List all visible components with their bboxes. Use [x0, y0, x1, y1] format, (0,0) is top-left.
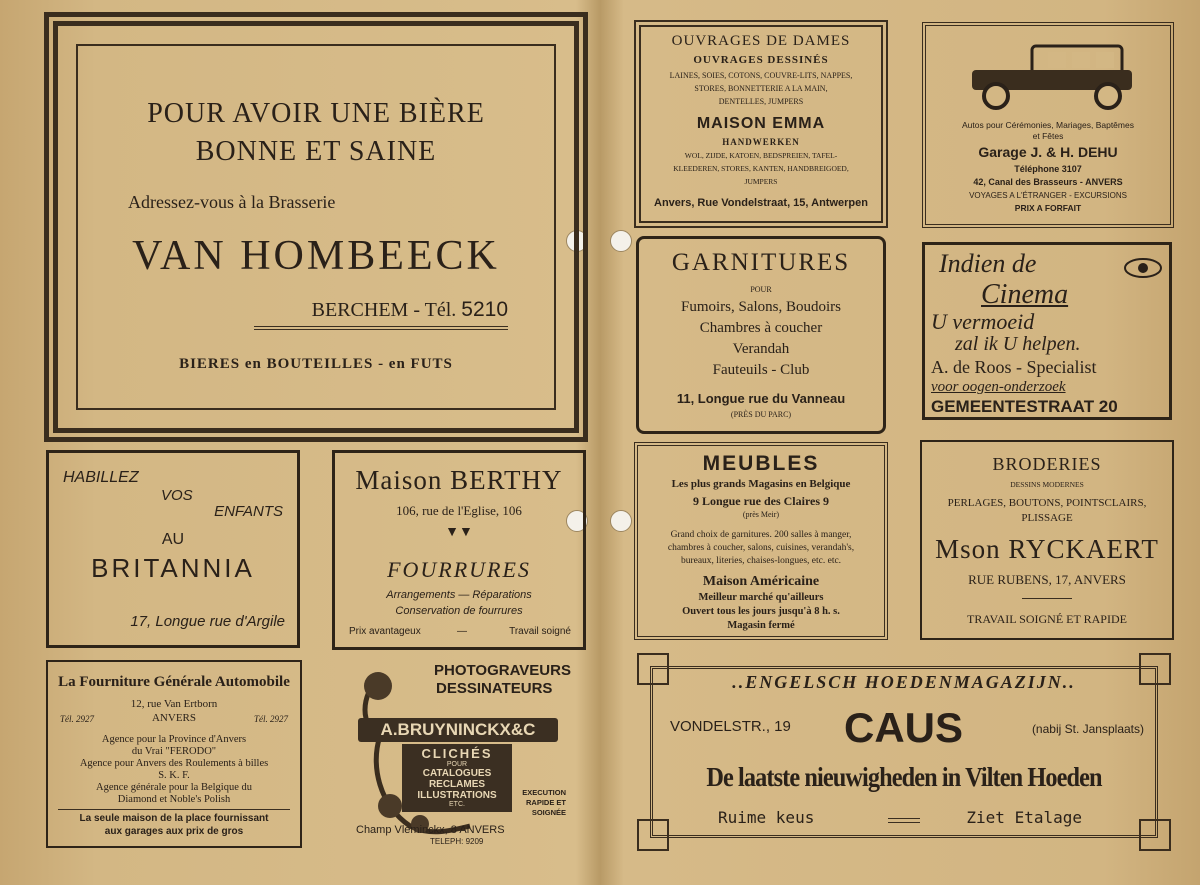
divider	[254, 329, 508, 330]
headline-line1: POUR AVOIR UNE BIÈRE	[147, 98, 485, 129]
headline: ..ENGELSCH HOEDENMAGAZIJN..	[732, 672, 1076, 692]
headline-line1: Indien de	[939, 249, 1037, 278]
service-line1: CLICHÉS	[421, 746, 493, 761]
service-block	[402, 744, 512, 812]
footer-right: Travail soigné	[509, 626, 571, 637]
ad-berthy	[332, 450, 586, 650]
binder-hole	[610, 510, 632, 532]
ad-garage-dehu	[922, 22, 1174, 228]
agency-line5: Agence générale pour la Belgique du	[96, 782, 252, 793]
ad-broderies	[920, 440, 1174, 640]
dutch-headline: HANDWERKEN	[722, 137, 800, 147]
headline-line2: BONNE ET SAINE	[195, 136, 437, 167]
item-line1: PERLAGES, BOUTONS, POINTSCLAIRS,	[947, 497, 1147, 509]
phone-left: Tél. 2927	[60, 714, 95, 724]
ad-britannia	[46, 450, 300, 648]
footer-dash: —	[457, 626, 467, 637]
shop-address: 9 Longue rue des Claires 9	[692, 494, 830, 508]
shop-address: RUE RUBENS, 17, ANVERS	[968, 572, 1126, 587]
execution-line1: EXECUTION	[522, 788, 566, 797]
shop-address: 42, Canal des Brasseurs - ANVERS	[973, 177, 1123, 187]
headline: BRODERIES	[992, 454, 1102, 474]
footer-line2: Ouvert tous les jours jusqu'à 8 h. s.	[682, 606, 840, 617]
footer-line1: Meilleur marché qu'ailleurs	[698, 592, 824, 603]
ad-bruyninckx	[350, 656, 572, 852]
binder-hole	[610, 230, 632, 252]
ad-caus	[634, 650, 1174, 854]
shop-address: 106, rue de l'Eglise, 106	[396, 503, 522, 518]
desc-line1: LAINES, SOIES, COTONS, COUVRE-LITS, NAPPES,	[669, 71, 853, 80]
shop-location: (nabij St. Jansplaats)	[1031, 722, 1144, 736]
item-line2: Chambres à coucher	[699, 320, 823, 336]
company-address: Champ Vleminckx, 8 ANVERS	[356, 824, 505, 836]
ad-meubles	[634, 442, 888, 640]
footer-left: Ruime keus	[718, 808, 815, 827]
service-line1: Arrangements — Réparations	[386, 589, 532, 601]
footer-line1: La seule maison de la place fournissant	[79, 813, 269, 824]
subheadline: OUVRAGES DESSINÉS	[693, 54, 829, 66]
text-line4: zal ik U helpen.	[955, 333, 1081, 355]
travel-line2: PRIX A FORFAIT	[1014, 203, 1082, 213]
ad-garnitures	[636, 236, 886, 434]
subheadline: DESSINS MODERNES	[1010, 480, 1084, 489]
phone-right: Tél. 2927	[253, 714, 288, 724]
footer-right: Ziet Etalage	[966, 808, 1082, 827]
desc-line2: STORES, BONNETTERIE A LA MAIN,	[694, 84, 828, 93]
text-vos: VOS	[161, 487, 193, 504]
shop-address: GEMEENTESTRAAT 20	[931, 397, 1118, 416]
agency-line4: S. K. F.	[158, 770, 190, 781]
service-line6: ETC.	[449, 801, 465, 808]
desc-line3: bureaux, literies, chaises-longues, etc. etc.	[680, 556, 842, 566]
brewery-address	[312, 298, 508, 322]
shop-address: Anvers, Rue Vondelstraat, 15, Antwerpen	[654, 197, 868, 209]
agency-line3: Agence pour Anvers des Roulements à billes	[79, 758, 269, 769]
divider	[888, 822, 920, 823]
shop-address: 17, Longue rue d'Argile	[130, 613, 285, 630]
divider	[254, 326, 508, 327]
shop-name: Maison Américaine	[702, 574, 820, 589]
ad-maison-emma	[634, 20, 888, 228]
shop-location: (PRÈS DU PARC)	[730, 410, 792, 419]
shop-name: Garage J. & H. DEHU	[978, 144, 1118, 160]
dutch-line1: WOL, ZIJDE, KATOEN, BEDSPREIEN, TAFEL-	[684, 151, 838, 160]
heading-line1: PHOTOGRAVEURS	[434, 662, 571, 679]
agency-line1: Agence pour la Province d'Anvers	[101, 734, 247, 745]
phone: Téléphone 3107	[1014, 164, 1082, 174]
street-address: VONDELSTR., 19	[670, 718, 791, 735]
shop-name: CAUS	[844, 704, 964, 751]
divider	[1022, 598, 1072, 599]
travel-line1: VOYAGES A L'ÉTRANGER - EXCURSIONS	[969, 191, 1127, 200]
ad-fourniture-automobile	[46, 660, 302, 848]
headline: GARNITURES	[671, 249, 851, 276]
pour-label: POUR	[750, 285, 772, 294]
service-line2: POUR	[446, 761, 468, 768]
execution-line2: RAPIDE ET	[525, 798, 566, 807]
service-line2: Conservation de fourrures	[395, 605, 523, 617]
divider	[888, 818, 920, 819]
shop-address: 12, rue Van Ertborn	[130, 698, 218, 710]
shop-location: (près Meir)	[742, 510, 780, 519]
ad-footer: TRAVAIL SOIGNÉ ET RAPIDE	[967, 612, 1127, 626]
service-line3: CATALOGUES	[422, 768, 492, 779]
item-line4: Fauteuils - Club	[712, 362, 810, 378]
headline-line2: Cinema	[981, 279, 1069, 310]
tagline: Les plus grands Magasins en Belgique	[671, 478, 851, 490]
service-line5: ILLUSTRATIONS	[417, 790, 497, 801]
address-prefix: BERCHEM - Tél.	[311, 299, 457, 321]
slogan: De laatste nieuwigheden in Vilten Hoeden	[706, 762, 1102, 792]
car-illustration-icon	[962, 40, 1142, 112]
text-line6: voor oogen-onderzoek	[931, 379, 1066, 395]
divider	[58, 809, 290, 810]
eye-icon	[1123, 253, 1163, 283]
headline: MEUBLES	[702, 452, 820, 475]
shop-name: Maison BERTHY	[355, 465, 563, 495]
text-habillez: HABILLEZ	[63, 469, 139, 486]
heading-line2: DESSINATEURS	[436, 680, 553, 697]
desc-line1: Grand choix de garnitures. 200 salles à manger,	[670, 530, 852, 540]
phone-number: 5210	[461, 298, 508, 321]
service-line1: Autos pour Cérémonies, Mariages, Baptêmes	[962, 120, 1134, 130]
footer-left: Prix avantageux	[349, 626, 421, 637]
shop-name: MAISON EMMA	[696, 115, 826, 132]
dutch-line2: KLEEDEREN, STORES, KANTEN, HANDBREIGOED,	[673, 164, 849, 173]
agency-line6: Diamond et Noble's Polish	[117, 794, 231, 805]
shop-name: Mson RYCKAERT	[935, 534, 1159, 564]
service-line2: et Fêtes	[1032, 131, 1064, 141]
ad-van-hombeeck	[44, 12, 588, 442]
item-line3: Verandah	[732, 341, 790, 357]
intro-text: Adressez-vous à la Brasserie	[128, 192, 336, 212]
text-line3: U vermoeid	[931, 309, 1035, 334]
agency-line2: du Vrai "FERODO"	[131, 746, 217, 757]
city: ANVERS	[151, 712, 196, 724]
item-line2: PLISSAGE	[1021, 512, 1073, 524]
dutch-line3: JUMPERS	[744, 177, 778, 186]
text-line5: A. de Roos - Specialist	[931, 357, 1097, 377]
desc-line2: chambres à coucher, salons, cuisines, verandah's,	[667, 543, 855, 553]
product-name: FOURRURES	[387, 557, 531, 582]
ad-footer: BIERES en BOUTEILLES - en FUTS	[179, 356, 453, 372]
company-name: A.BRUYNINCKX&C	[358, 718, 558, 742]
shop-name: La Fourniture Générale Automobile	[58, 674, 290, 690]
brewery-name: VAN HOMBEECK	[132, 233, 500, 279]
ad-indien-de-cinema	[922, 242, 1172, 420]
text-enfants: ENFANTS	[214, 503, 283, 520]
service-line4: RECLAMES	[428, 779, 486, 790]
desc-line3: DENTELLES, JUMPERS	[718, 97, 804, 106]
shop-name: BRITANNIA	[91, 553, 255, 583]
shop-address: 11, Longue rue du Vanneau	[676, 391, 846, 406]
footer-line2: aux garages aux prix de gros	[104, 826, 244, 837]
text-au: AU	[161, 531, 185, 548]
ornament-icon: ▼▼	[445, 525, 473, 540]
execution-line3: SOIGNÉE	[531, 808, 566, 817]
headline: OUVRAGES DE DAMES	[671, 33, 851, 49]
company-phone: TELEPH: 9209	[430, 837, 484, 846]
footer-line3: Magasin fermé	[727, 620, 795, 631]
item-line1: Fumoirs, Salons, Boudoirs	[680, 299, 842, 315]
